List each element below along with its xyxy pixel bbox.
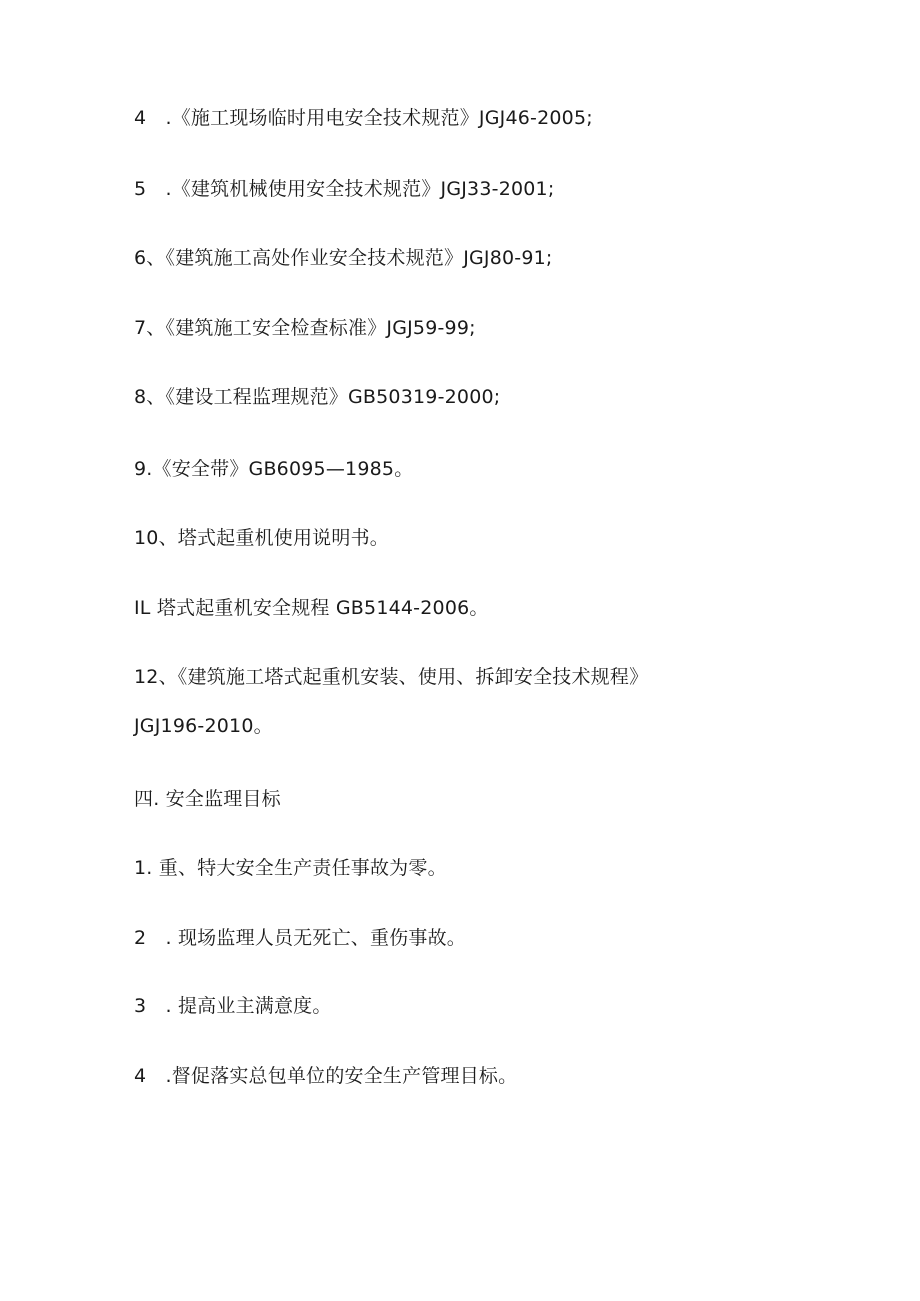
reference-item-12-continued: JGJ196-2010。 (134, 715, 273, 737)
reference-item-10: 10、塔式起重机使用说明书。 (134, 527, 389, 549)
goal-item-1: 1. 重、特大安全生产责任事故为零。 (134, 857, 447, 879)
reference-item-8: 8、《建设工程监理规范》GB50319-2000; (134, 386, 501, 408)
reference-item-4: 4 .《施工现场临时用电安全技术规范》JGJ46-2005; (134, 107, 593, 129)
goal-item-2: 2 . 现场监理人员无死亡、重伤事故。 (134, 927, 466, 949)
reference-item-6: 6、《建筑施工高处作业安全技术规范》JGJ80-91; (134, 247, 553, 269)
reference-item-7: 7、《建筑施工安全检查标准》JGJ59-99; (134, 317, 476, 339)
goal-item-3: 3 . 提高业主满意度。 (134, 995, 332, 1017)
reference-item-12: 12、《建筑施工塔式起重机安装、使用、拆卸安全技术规程》 (134, 666, 649, 688)
reference-item-11: IL 塔式起重机安全规程 GB5144-2006。 (134, 597, 489, 619)
section-heading: 四. 安全监理目标 (134, 788, 281, 810)
reference-item-9: 9.《安全带》GB6095—1985。 (134, 458, 414, 480)
reference-item-5: 5 .《建筑机械使用安全技术规范》JGJ33-2001; (134, 178, 555, 200)
goal-item-4: 4 .督促落实总包单位的安全生产管理目标。 (134, 1065, 518, 1087)
